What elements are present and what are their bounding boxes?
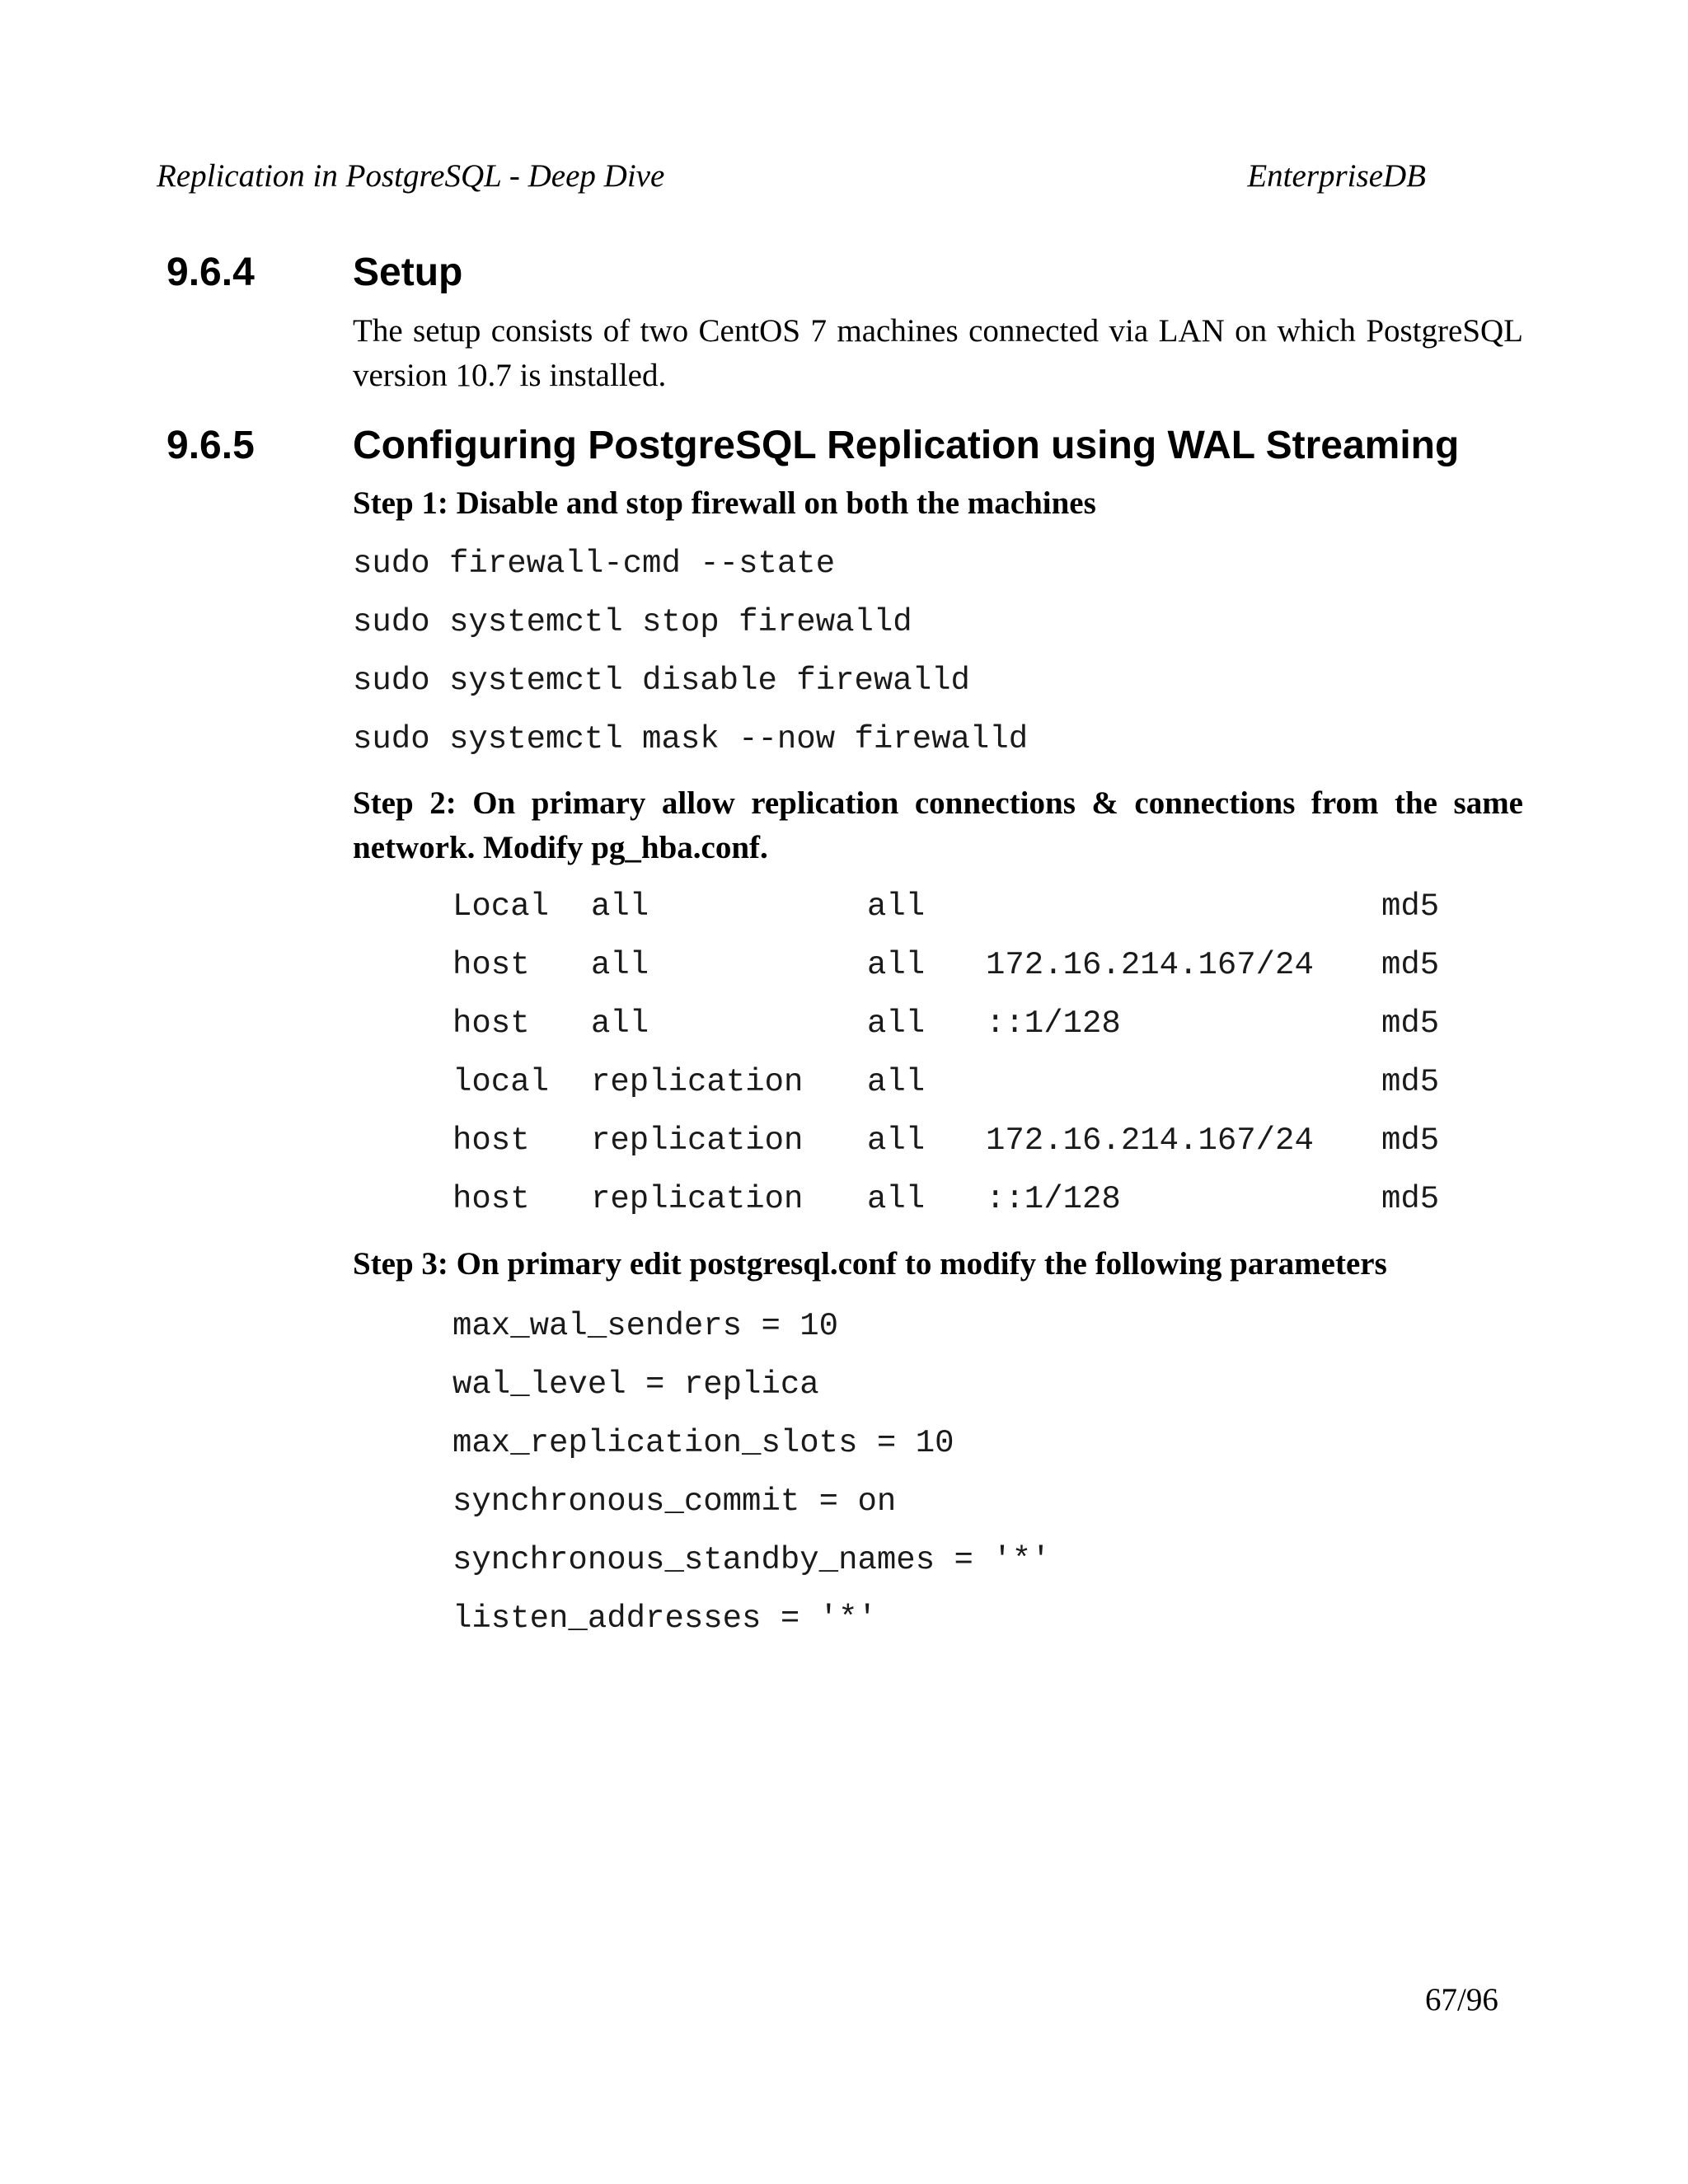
hba-database: replication <box>591 1122 804 1159</box>
config-parameter: max_replication_slots = 10 <box>452 1425 954 1461</box>
hba-method: md5 <box>1381 1064 1440 1100</box>
hba-row <box>452 886 1524 927</box>
command-line: sudo systemctl disable firewalld <box>353 663 970 699</box>
config-parameter: wal_level = replica <box>452 1366 819 1403</box>
section-title: Configuring PostgreSQL Replication using WAL Streaming <box>353 424 1460 467</box>
hba-user: all <box>867 1005 926 1042</box>
header-document-title: Replication in PostgreSQL - Deep Dive <box>157 158 665 194</box>
config-parameter: max_wal_senders = 10 <box>452 1308 839 1344</box>
hba-database: all <box>591 1005 649 1042</box>
hba-method: md5 <box>1381 1005 1440 1042</box>
config-parameter: listen_addresses = '*' <box>452 1601 877 1637</box>
running-header <box>157 153 1426 199</box>
hba-row <box>452 1062 1524 1103</box>
hba-row <box>452 1120 1524 1161</box>
hba-row <box>452 944 1524 986</box>
hba-address: ::1/128 <box>986 1005 1121 1042</box>
hba-row <box>452 1179 1524 1220</box>
hba-type: local <box>452 1064 550 1100</box>
hba-database: replication <box>591 1064 804 1100</box>
section-number: 9.6.5 <box>166 424 255 467</box>
hba-type: Local <box>452 888 550 925</box>
hba-address: 172.16.214.167/24 <box>986 1122 1314 1159</box>
hba-user: all <box>867 947 926 983</box>
hba-type: host <box>452 1122 530 1159</box>
page-number: 67/96 <box>1425 1982 1498 2018</box>
step-2-label: Step 2: On primary allow replication connections & connections from the same network. Modify pg_hba.conf. <box>353 785 1523 865</box>
hba-user: all <box>867 1064 926 1100</box>
hba-database: all <box>591 888 649 925</box>
hba-address: 172.16.214.167/24 <box>986 947 1314 983</box>
config-parameter: synchronous_commit = on <box>452 1483 897 1520</box>
hba-method: md5 <box>1381 1122 1440 1159</box>
step-3-label: Step 3: On primary edit postgresql.conf to modify the following parameters <box>353 1246 1387 1282</box>
hba-type: host <box>452 1005 530 1042</box>
hba-method: md5 <box>1381 888 1440 925</box>
hba-address: ::1/128 <box>986 1181 1121 1217</box>
hba-database: all <box>591 947 649 983</box>
hba-user: all <box>867 1122 926 1159</box>
step-1-label: Step 1: Disable and stop firewall on both the machines <box>353 485 1096 521</box>
header-company-name: EnterpriseDB <box>1247 158 1426 194</box>
command-line: sudo firewall-cmd --state <box>353 546 836 582</box>
hba-row <box>452 1003 1524 1044</box>
setup-paragraph: The setup consists of two CentOS 7 machines connected via LAN on which PostgreSQL version 10.7 is installed. <box>353 313 1523 393</box>
command-line: sudo systemctl stop firewalld <box>353 604 912 640</box>
hba-user: all <box>867 888 926 925</box>
command-line: sudo systemctl mask --now firewalld <box>353 721 1029 757</box>
hba-method: md5 <box>1381 947 1440 983</box>
hba-type: host <box>452 947 530 983</box>
config-parameter: synchronous_standby_names = '*' <box>452 1542 1051 1578</box>
hba-method: md5 <box>1381 1181 1440 1217</box>
hba-database: replication <box>591 1181 804 1217</box>
section-title: Setup <box>353 251 463 294</box>
hba-type: host <box>452 1181 530 1217</box>
section-number: 9.6.4 <box>166 251 255 294</box>
hba-user: all <box>867 1181 926 1217</box>
